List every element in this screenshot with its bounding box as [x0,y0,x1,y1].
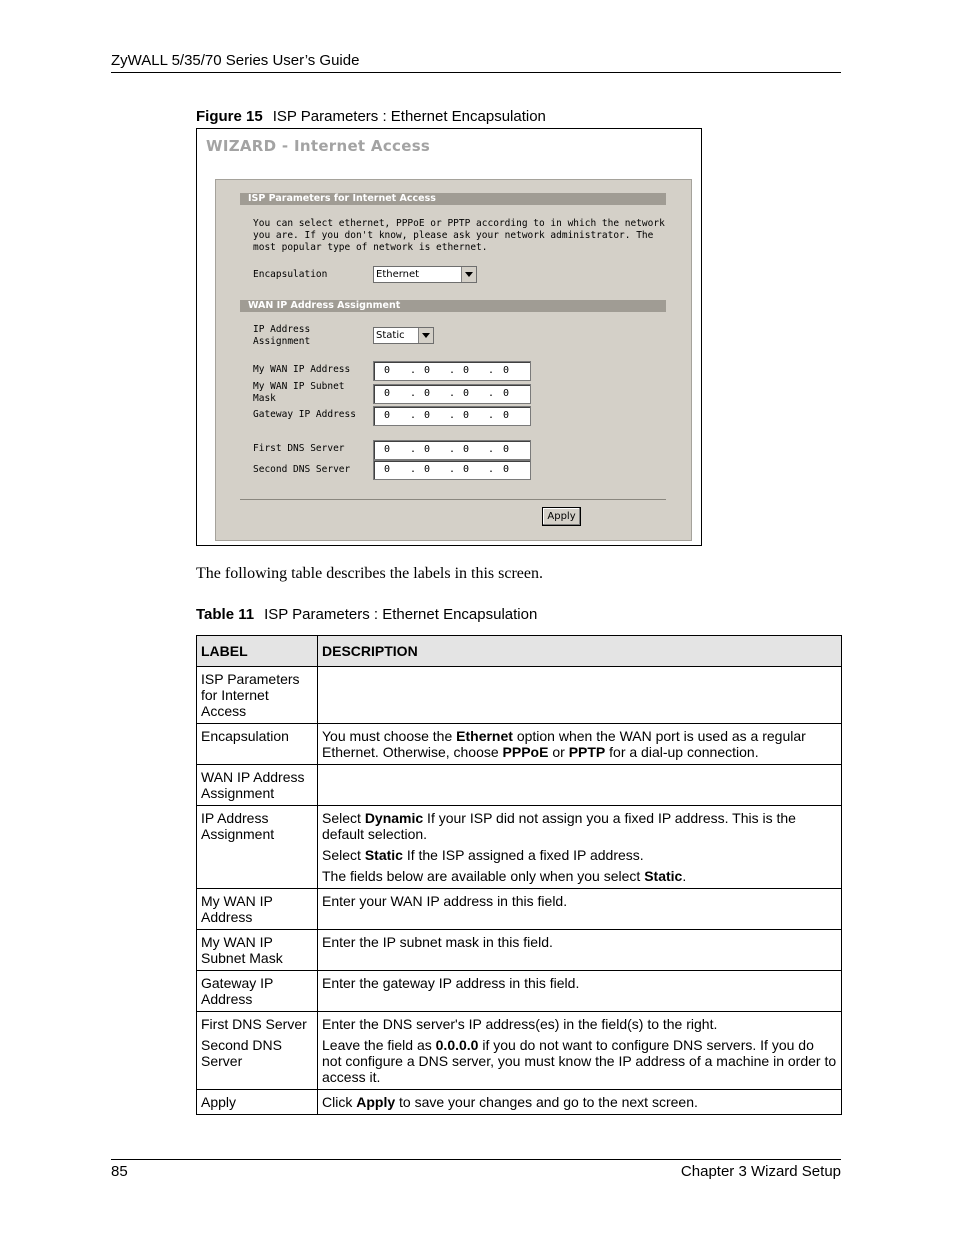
intro-line: most popular type of network is ethernet. [253,242,488,253]
paragraph [322,1037,837,1085]
row-description [318,724,842,765]
dot: . [488,464,495,475]
my-wan-ip-label: My WAN IP Address [253,364,351,375]
wan-section-bar: WAN IP Address Assignment [240,300,666,312]
subnet-mask-label-line: My WAN IP Subnet [253,381,345,392]
row-label: My WAN IP Subnet Mask [197,930,318,971]
subnet-mask-label-line: Mask [253,393,276,404]
octet: 0 [463,365,470,376]
chapter-title: Chapter 3 Wizard Setup [680,1163,841,1180]
table-row [197,724,842,765]
row-label: Encapsulation [197,724,318,765]
table-row [197,1090,842,1115]
text-bold: Static [364,847,403,863]
intro-line: You can select ethernet, PPPoE or PPTP according to in which the network [253,218,665,229]
row-description [318,1012,842,1090]
dot: . [488,410,495,421]
dot: . [449,410,456,421]
ip-assignment-label-line: IP Address [253,324,311,335]
octet: 0 [424,464,431,475]
table-caption [196,606,537,623]
octet: 0 [424,388,431,399]
page-footer [111,1159,841,1180]
paragraph [322,868,837,884]
text-run: If your ISP did not assign you a fixed IP address. This is the default selection. [322,810,796,842]
figure-caption-text: ISP Parameters : Ethernet Encapsulation [272,108,546,125]
body-paragraph: The following table describes the labels in this screen. [196,565,544,582]
chevron-down-icon[interactable] [418,328,433,343]
octet: 0 [463,388,470,399]
text-run: option when the WAN port is used as a regular Ethernet. Otherwise, choose [322,728,806,760]
ip-assignment-select[interactable] [373,327,434,344]
dot: . [449,444,456,455]
column-header-label: LABEL [197,636,318,667]
table-row [197,971,842,1012]
encapsulation-value: Ethernet [376,269,420,280]
apply-button[interactable]: Apply [542,507,581,526]
table-row [197,806,842,889]
table-caption-text: ISP Parameters : Ethernet Encapsulation [264,606,538,623]
row-label: Gateway IP Address [197,971,318,1012]
table-header-row [197,636,842,667]
octet: 0 [463,464,470,475]
text-bold: Static [644,868,683,884]
isp-section-bar: ISP Parameters for Internet Access [240,193,666,205]
row-description: Enter your WAN IP address in this field. [318,889,842,930]
gateway-ip-label: Gateway IP Address [253,409,356,420]
text-bold: 0.0.0.0 [435,1037,479,1053]
first-dns-input[interactable] [373,440,531,460]
figure-label: Figure 15 [196,108,263,125]
octet: 0 [503,444,510,455]
row-description [318,806,842,889]
chevron-down-icon[interactable] [461,267,476,282]
text-run: You must choose the [322,728,457,744]
first-dns-label: First DNS Server [253,443,345,454]
row-description: Enter the gateway IP address in this field. [318,971,842,1012]
table-row [197,667,842,724]
text-run: The fields below are available only when you select [322,868,645,884]
octet: 0 [384,464,391,475]
dot: . [449,388,456,399]
table-label: Table 11 [196,606,255,623]
row-description [318,667,842,724]
column-header-description: DESCRIPTION [318,636,842,667]
octet: 0 [503,410,510,421]
dot: . [410,388,417,399]
subnet-mask-label [253,381,345,405]
page-header [111,52,841,73]
text-run: . [682,868,687,884]
dot: . [488,365,495,376]
table-row [197,930,842,971]
octet: 0 [384,410,391,421]
label-line: Second DNS Server [201,1037,282,1069]
wizard-panel [215,179,692,541]
label-description-table [196,635,842,1115]
row-label: ISP Parameters for Internet Access [197,667,318,724]
text-bold: PPPoE [502,744,549,760]
wizard-title: WIZARD - Internet Access [206,137,431,155]
guide-title: ZyWALL 5/35/70 Series User’s Guide [111,52,360,69]
dot: . [410,444,417,455]
gateway-ip-input[interactable] [373,406,531,426]
octet: 0 [503,365,510,376]
octet: 0 [384,388,391,399]
text-run: Select [322,810,365,826]
octet: 0 [463,444,470,455]
octet: 0 [463,410,470,421]
octet: 0 [503,388,510,399]
table-row [197,1012,842,1090]
dot: . [449,365,456,376]
wizard-screenshot [196,128,702,546]
octet: 0 [503,464,510,475]
intro-line: you are. If you don't know, please ask your network administrator. The [253,230,654,241]
paragraph [322,810,837,842]
dot: . [410,410,417,421]
text-bold: Dynamic [364,810,424,826]
paragraph: Enter the DNS server's IP address(es) in the field(s) to the right. [322,1016,718,1032]
ip-assignment-label [253,324,310,348]
row-label: IP Address Assignment [197,806,318,889]
second-dns-label: Second DNS Server [253,464,351,475]
text-run: for a dial-up connection. [605,744,759,760]
second-dns-input[interactable] [373,460,531,480]
label-line: First DNS Server [201,1016,307,1032]
octet: 0 [384,365,391,376]
paragraph [322,847,837,863]
row-label [197,1012,318,1090]
row-description [318,765,842,806]
ip-assignment-label-line: Assignment [253,336,311,347]
dot: . [488,388,495,399]
encapsulation-label: Encapsulation [253,269,328,280]
text-run: Click [322,1094,357,1110]
dot: . [449,464,456,475]
table-row [197,889,842,930]
page-number: 85 [111,1163,128,1180]
text-run: Select [322,847,365,863]
row-label: My WAN IP Address [197,889,318,930]
encapsulation-select[interactable] [373,266,477,283]
table-row [197,765,842,806]
dot: . [410,464,417,475]
row-label: WAN IP Address Assignment [197,765,318,806]
octet: 0 [424,410,431,421]
octet: 0 [424,444,431,455]
ip-assignment-value: Static [376,330,405,341]
row-description: Enter the IP subnet mask in this field. [318,930,842,971]
row-label: Apply [197,1090,318,1115]
text-run: Leave the field as [322,1037,436,1053]
subnet-mask-input[interactable] [373,384,531,404]
text-bold: Ethernet [456,728,513,744]
text-run: to save your changes and go to the next screen. [395,1094,698,1110]
text-run: if you do not want to configure DNS servers. If you do not configure a DNS server, you must know the IP address of a machine in order to access it. [322,1037,837,1085]
text-run: If the ISP assigned a fixed IP address. [402,847,644,863]
dot: . [410,365,417,376]
my-wan-ip-input[interactable] [373,361,531,381]
figure-caption [196,108,546,125]
text-bold: PPTP [568,744,606,760]
octet: 0 [384,444,391,455]
divider [240,499,666,500]
text-run: or [548,744,569,760]
text-bold: Apply [356,1094,396,1110]
dot: . [488,444,495,455]
row-description [318,1090,842,1115]
intro-text [253,218,665,254]
octet: 0 [424,365,431,376]
